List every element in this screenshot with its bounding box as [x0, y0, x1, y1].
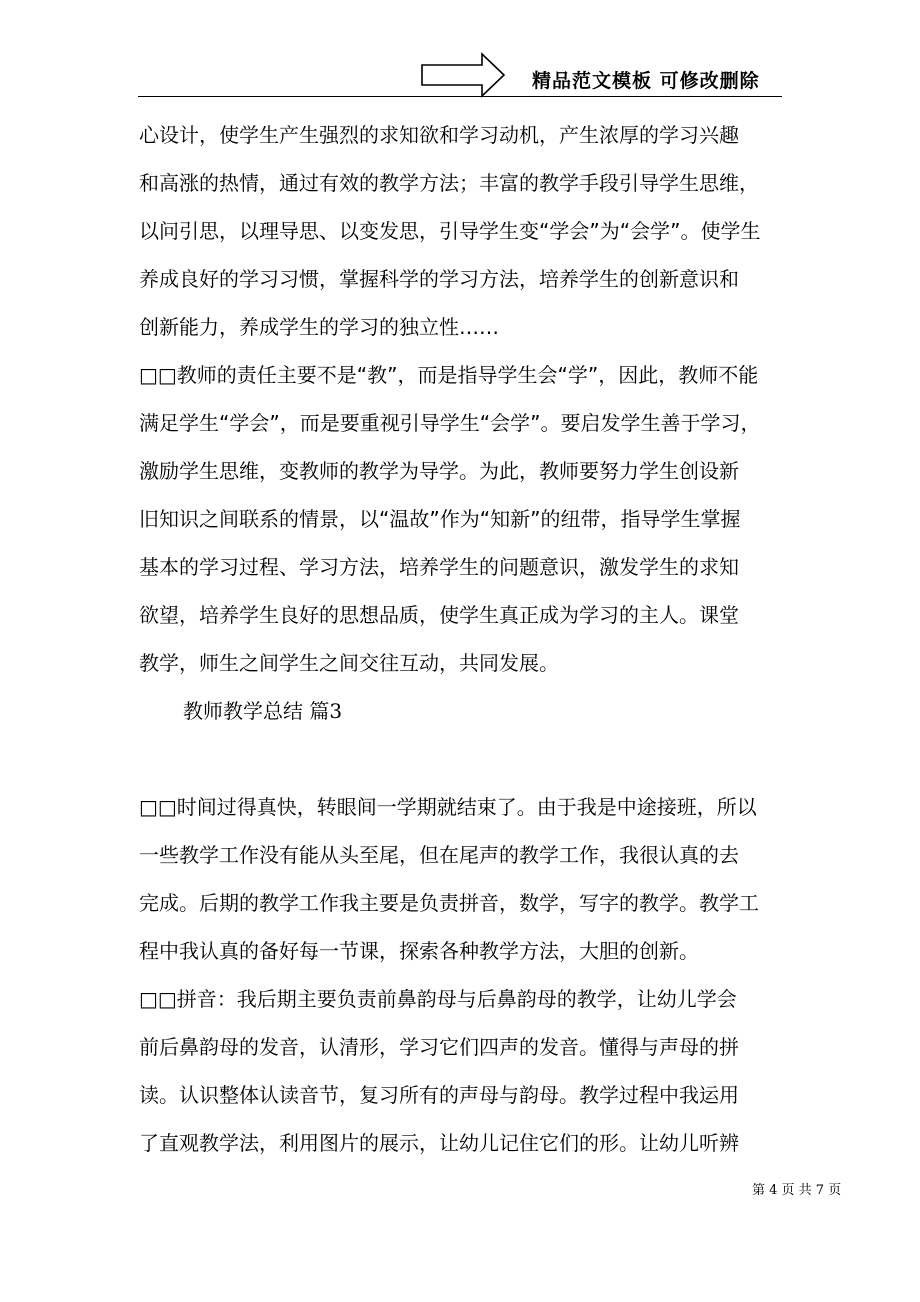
paragraph-line: 基本的学习过程、学习方法，培养学生的问题意识，激发学生的求知	[139, 555, 739, 579]
paragraph-line: 读。认识整体认读音节，复习所有的声母与韵母。教学过程中我运用	[139, 1083, 739, 1107]
paragraph-line: 创新能力，养成学生的学习的独立性……	[139, 315, 499, 339]
header-title: 精品范文模板 可修改删除	[532, 70, 760, 92]
paragraph-line: 了直观教学法，利用图片的展示，让幼儿记住它们的形。让幼儿听辨	[139, 1131, 739, 1155]
page-header	[0, 0, 920, 110]
paragraph-line: 前后鼻韵母的发音，认清形，学习它们四声的发音。懂得与声母的拼	[139, 1035, 739, 1059]
paragraph-line: 旧知识之间联系的情景，以“温故”作为“知新”的纽带，指导学生掌握	[139, 507, 741, 531]
paragraph-line: 欲望，培养学生良好的思想品质，使学生真正成为学习的主人。课堂	[139, 603, 739, 627]
paragraph-line: 完成。后期的教学工作我主要是负责拼音，数学，写字的教学。教学工	[139, 891, 759, 915]
paragraph-line: 激励学生思维，变教师的教学为导学。为此，教师要努力学生创设新	[139, 459, 739, 483]
paragraph-line: 一些教学工作没有能从头至尾，但在尾声的教学工作，我很认真的去	[139, 843, 739, 867]
paragraph-line: □□拼音：我后期主要负责前鼻韵母与后鼻韵母的教学，让幼儿学会	[139, 987, 737, 1011]
right-arrow-icon	[420, 52, 506, 98]
page-number: 第 4 页 共 7 页	[752, 1183, 842, 1198]
paragraph-line: 教学，师生之间学生之间交往互动，共同发展。	[139, 651, 559, 675]
paragraph-line: 以问引思，以理导思、以变发思，引导学生变“学会”为“会学”。使学生	[139, 219, 761, 243]
paragraph-line: 和高涨的热情，通过有效的教学方法；丰富的教学手段引导学生思维，	[139, 171, 759, 195]
paragraph-line: 心设计，使学生产生强烈的求知欲和学习动机，产生浓厚的学习兴趣	[139, 123, 739, 147]
paragraph-line: □□时间过得真快，转眼间一学期就结束了。由于我是中途接班，所以	[139, 795, 757, 819]
paragraph-line: 满足学生“学会”，而是要重视引导学生“会学”。要启发学生善于学习，	[139, 411, 761, 435]
header-divider	[138, 96, 782, 97]
paragraph-line: 程中我认真的备好每一节课，探索各种教学方法，大胆的创新。	[139, 939, 699, 963]
section-heading: 教师教学总结 篇3	[183, 699, 343, 723]
paragraph-line: 养成良好的学习习惯，掌握科学的学习方法，培养学生的创新意识和	[139, 267, 739, 291]
paragraph-line: □□教师的责任主要不是“教”，而是指导学生会“学”，因此，教师不能	[139, 363, 759, 387]
